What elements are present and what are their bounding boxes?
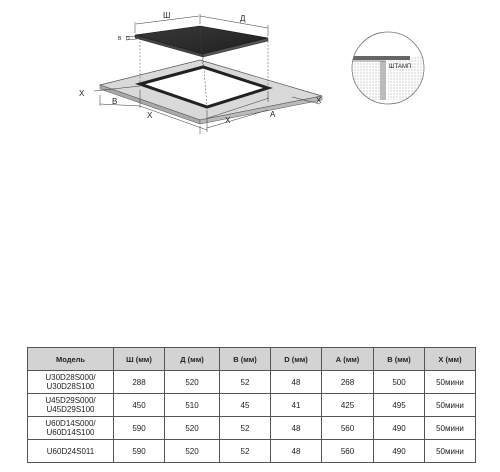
- header-cut-a: А (мм): [322, 348, 374, 371]
- value-cell: 50мини: [425, 394, 476, 417]
- value-cell: 590: [114, 417, 165, 440]
- label-height: В: [118, 36, 122, 42]
- value-cell: 520: [165, 371, 220, 394]
- detail-callout: [352, 32, 424, 104]
- value-cell: 48: [271, 417, 322, 440]
- label-clearance-front: X: [225, 116, 231, 125]
- value-cell: 52: [220, 371, 271, 394]
- model-cell: U30D28S000/ U30D28S100: [28, 371, 114, 394]
- table-row: [28, 417, 476, 440]
- value-cell: 520: [165, 440, 220, 463]
- dimensions-table: [27, 347, 476, 463]
- value-cell: 50мини: [425, 417, 476, 440]
- table-row: [28, 440, 476, 463]
- header-height: В (мм): [220, 348, 271, 371]
- label-width: Ш: [163, 11, 171, 20]
- label-depth: Д: [240, 14, 246, 23]
- model-cell: U60D24S011: [28, 440, 114, 463]
- value-cell: 590: [114, 440, 165, 463]
- label-thickness: D: [126, 36, 130, 42]
- table-header-row: [28, 348, 476, 371]
- table-row: [28, 371, 476, 394]
- header-cut-b: В (мм): [374, 348, 425, 371]
- value-cell: 425: [322, 394, 374, 417]
- value-cell: 52: [220, 417, 271, 440]
- label-clearance-front-left: X: [147, 111, 153, 120]
- header-thickness: D (мм): [271, 348, 322, 371]
- value-cell: 500: [374, 371, 425, 394]
- value-cell: 288: [114, 371, 165, 394]
- value-cell: 41: [271, 394, 322, 417]
- table-row: [28, 394, 476, 417]
- model-cell: U45D29S000/ U45D29S100: [28, 394, 114, 417]
- value-cell: 450: [114, 394, 165, 417]
- value-cell: 490: [374, 440, 425, 463]
- label-clearance-right: X: [316, 96, 322, 105]
- value-cell: 510: [165, 394, 220, 417]
- value-cell: 50мини: [425, 371, 476, 394]
- value-cell: 268: [322, 371, 374, 394]
- header-model: Модель: [28, 348, 114, 371]
- value-cell: 48: [271, 371, 322, 394]
- hob-unit: [135, 26, 268, 57]
- model-cell: U60D14S000/ U60D14S100: [28, 417, 114, 440]
- header-depth: Д (мм): [165, 348, 220, 371]
- label-cut-b: В: [112, 97, 118, 106]
- value-cell: 560: [322, 417, 374, 440]
- value-cell: 52: [220, 440, 271, 463]
- header-width: Ш (мм): [114, 348, 165, 371]
- value-cell: 45: [220, 394, 271, 417]
- label-clearance-left: X: [79, 89, 85, 98]
- value-cell: 50мини: [425, 440, 476, 463]
- value-cell: 495: [374, 394, 425, 417]
- header-clearance: Х (мм): [425, 348, 476, 371]
- value-cell: 490: [374, 417, 425, 440]
- value-cell: 520: [165, 417, 220, 440]
- callout-label: ШТАМП: [389, 64, 412, 70]
- value-cell: 48: [271, 440, 322, 463]
- label-cut-a: А: [270, 110, 276, 119]
- value-cell: 560: [322, 440, 374, 463]
